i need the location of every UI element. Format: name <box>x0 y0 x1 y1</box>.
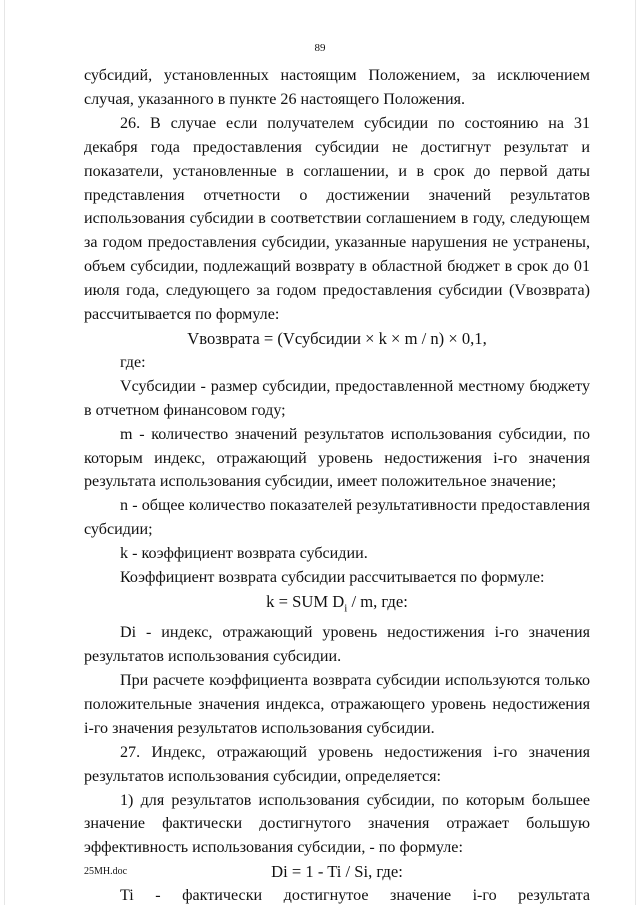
formula-di: Di = 1 - Ti / Si, где: <box>271 862 403 882</box>
page-number: 89 <box>314 42 326 54</box>
footer-filename: 25МН.doc <box>84 866 128 877</box>
definition-n: n - общее количество показателей результативности предоставления субсидии; <box>84 497 590 539</box>
paragraph-clause-26: 26. В случае если получателем субсидии по состоянию на 31 декабря года предоставления субсидии не достигнут результат и показатели, установленные в соглашении, и в срок до первой даты представления отчетности о достижении значений результатов использования субсидии в соответствии соглашением в году, следующем за годом предоставления субсидии, указанные нарушения не устранены, объем субсидии, подлежащий возврату в областной бюджет в срок до 01 июля года, следующего за годом предоставления субсидии (Vвозврата) рассчитывается по формуле: <box>84 114 590 324</box>
definition-di: Di - индекс, отражающий уровень недостижения i-го значения результатов использования субсидии. <box>84 624 590 666</box>
document-body <box>84 64 590 908</box>
definition-m: m - количество значений результатов использования субсидии, по которым индекс, отражающий уровень недостижения i-го значения результата использования субсидии, имеет положительное значение; <box>84 425 590 491</box>
definition-k: k - коэффициент возврата субсидии. <box>120 545 368 563</box>
paragraph-continuation: субсидий, установленных настоящим Положением, за исключением случая, указанного в пункте 26 настоящего Положения. <box>84 67 590 108</box>
paragraph-k-intro: Коэффициент возврата субсидии рассчитывается по формуле: <box>120 569 545 587</box>
formula-k: k = SUM $D_i$ / m, где: <box>266 591 408 615</box>
formula-where-label: где: <box>120 353 146 371</box>
paragraph-item-1: 1) для результатов использования субсидии, по которым большее значение фактически достигнутого значения отражает большую эффективность использования субсидии, - по формуле: <box>84 791 590 857</box>
formula-v-return: Vвозврата = (Vсубсидии × k × m / n) × 0,1, <box>187 328 487 348</box>
scan-edge-right <box>635 0 636 905</box>
definition-v-subsidy: Vсубсидии - размер субсидии, предоставленной местному бюджету в отчетном финансовом году; <box>84 377 590 419</box>
paragraph-positive-values: При расчете коэффициента возврата субсидии используются только положительные значения индекса, отражающего уровень недостижения i-го значения результатов использования субсидии. <box>84 671 590 737</box>
paragraph-clause-27: 27. Индекс, отражающий уровень недостижения i-го значения результатов использования субсидии, определяется: <box>84 743 590 785</box>
scan-edge-left <box>4 0 5 905</box>
definition-ti: Ti - фактически достигнутое значение i-го результата <box>120 887 590 905</box>
